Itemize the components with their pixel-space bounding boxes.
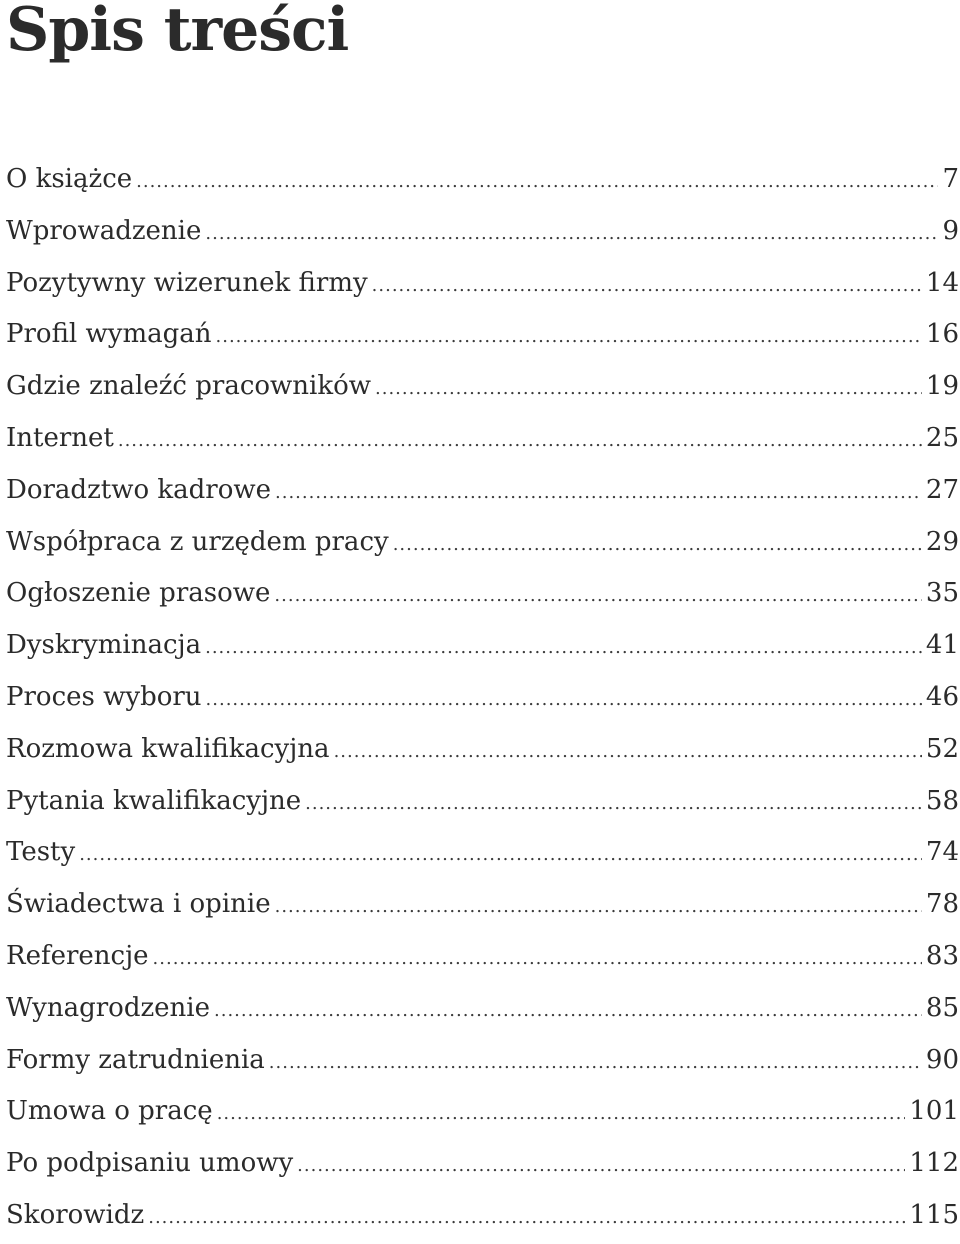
toc-entry-title: Pytania kwalifikacyjne — [6, 785, 302, 816]
toc-entry-umowa-o-prace[interactable] — [6, 1086, 959, 1138]
toc-entry-page: 90 — [925, 1044, 959, 1075]
toc-entry-page: 85 — [925, 992, 959, 1023]
toc-entry-o-ksiazce[interactable] — [6, 154, 959, 206]
toc-dot-leader — [205, 208, 938, 260]
toc-entry-title: Doradztwo kadrowe — [6, 474, 272, 505]
toc-entry-page: 7 — [942, 164, 959, 194]
toc-entry-wprowadzenie[interactable] — [6, 206, 959, 258]
toc-entry-internet[interactable] — [6, 413, 959, 465]
toc-entry-title: O książce — [6, 164, 133, 194]
toc-entry-title: Po podpisaniu umowy — [6, 1148, 294, 1179]
toc-entry-wynagrodzenie[interactable] — [6, 983, 959, 1035]
toc-entry-title: Formy zatrudnienia — [6, 1044, 265, 1075]
toc-entry-formy-zatrudnienia[interactable] — [6, 1035, 959, 1087]
toc-entry-page: 74 — [925, 837, 959, 868]
toc-entry-page: 35 — [925, 578, 959, 609]
toc-entry-page: 58 — [925, 785, 959, 816]
toc-entry-referencje[interactable] — [6, 931, 959, 983]
toc-dot-leader — [275, 881, 922, 933]
toc-entry-title: Profil wymagań — [6, 319, 212, 350]
toc-entry-page: 25 — [925, 422, 959, 453]
toc-entry-title: Dyskryminacja — [6, 630, 202, 661]
toc-dot-leader — [275, 467, 922, 519]
toc-dot-leader — [305, 778, 922, 830]
toc-entry-page: 9 — [942, 215, 959, 246]
toc-entry-title: Skorowidz — [6, 1199, 145, 1230]
toc-dot-leader — [153, 933, 922, 985]
toc-dot-leader — [297, 1140, 905, 1192]
toc-entry-page: 83 — [925, 940, 959, 971]
toc-dot-leader — [79, 829, 922, 881]
toc-entry-title: Świadectwa i opinie — [6, 889, 271, 920]
toc-entry-page: 19 — [925, 371, 959, 402]
toc-dot-leader — [274, 570, 922, 622]
toc-entry-page: 115 — [909, 1199, 959, 1230]
toc-entry-swiadectwa-i-opinie[interactable] — [6, 879, 959, 931]
toc-entry-title: Wynagrodzenie — [6, 992, 210, 1023]
toc-dot-leader — [118, 415, 922, 467]
toc-entry-ogloszenie-prasowe[interactable] — [6, 568, 959, 620]
toc-entry-testy[interactable] — [6, 827, 959, 879]
toc-entry-title: Rozmowa kwalifikacyjna — [6, 733, 330, 764]
toc-entry-title: Współpraca z urzędem pracy — [6, 526, 389, 557]
toc-entry-po-podpisaniu-umowy[interactable] — [6, 1138, 959, 1190]
toc-entry-wspolpraca-z-urzedem-pracy[interactable] — [6, 517, 959, 569]
toc-entry-pozytywny-wizerunek-firmy[interactable] — [6, 258, 959, 310]
toc-entry-dyskryminacja[interactable] — [6, 620, 959, 672]
toc-entry-page: 112 — [909, 1148, 959, 1179]
toc-entry-page: 14 — [925, 267, 959, 298]
toc-entry-skorowidz[interactable] — [6, 1190, 959, 1242]
toc-entry-page: 41 — [925, 630, 959, 661]
toc-dot-leader — [393, 519, 922, 571]
toc-dot-leader — [205, 622, 922, 674]
toc-entry-title: Internet — [6, 422, 114, 453]
toc-entry-rozmowa-kwalifikacyjna[interactable] — [6, 724, 959, 776]
toc-dot-leader — [214, 985, 922, 1037]
toc-dot-leader — [375, 363, 922, 415]
toc-entry-title: Proces wyboru — [6, 681, 202, 712]
toc-entry-title: Gdzie znaleźć pracowników — [6, 371, 372, 402]
table-of-contents — [6, 154, 959, 1242]
toc-entry-page: 52 — [925, 733, 959, 764]
toc-entry-proces-wyboru[interactable] — [6, 672, 959, 724]
toc-entry-title: Pozytywny wizerunek firmy — [6, 267, 368, 298]
toc-dot-leader — [136, 156, 938, 208]
toc-entry-doradztwo-kadrowe[interactable] — [6, 465, 959, 517]
toc-entry-profil-wymagan[interactable] — [6, 309, 959, 361]
toc-entry-page: 101 — [909, 1096, 959, 1127]
toc-entry-title: Referencje — [6, 940, 149, 971]
toc-entry-title: Umowa o pracę — [6, 1096, 213, 1127]
toc-entry-page: 16 — [925, 319, 959, 350]
toc-dot-leader — [217, 1088, 906, 1140]
toc-entry-page: 46 — [925, 681, 959, 712]
toc-dot-leader — [148, 1192, 905, 1244]
toc-entry-page: 29 — [925, 526, 959, 557]
toc-dot-leader — [216, 311, 922, 363]
toc-entry-page: 27 — [925, 474, 959, 505]
toc-dot-leader — [206, 674, 922, 726]
toc-entry-title: Ogłoszenie prasowe — [6, 578, 271, 609]
toc-entry-title: Wprowadzenie — [6, 215, 202, 246]
toc-dot-leader — [269, 1037, 922, 1089]
toc-entry-page: 78 — [925, 889, 959, 920]
toc-entry-title: Testy — [6, 837, 76, 868]
toc-dot-leader — [334, 726, 922, 778]
toc-dot-leader — [372, 260, 922, 312]
toc-entry-pytania-kwalifikacyjne[interactable] — [6, 776, 959, 828]
page-title: Spis treści — [6, 0, 349, 65]
toc-entry-gdzie-znalezc-pracownikow[interactable] — [6, 361, 959, 413]
